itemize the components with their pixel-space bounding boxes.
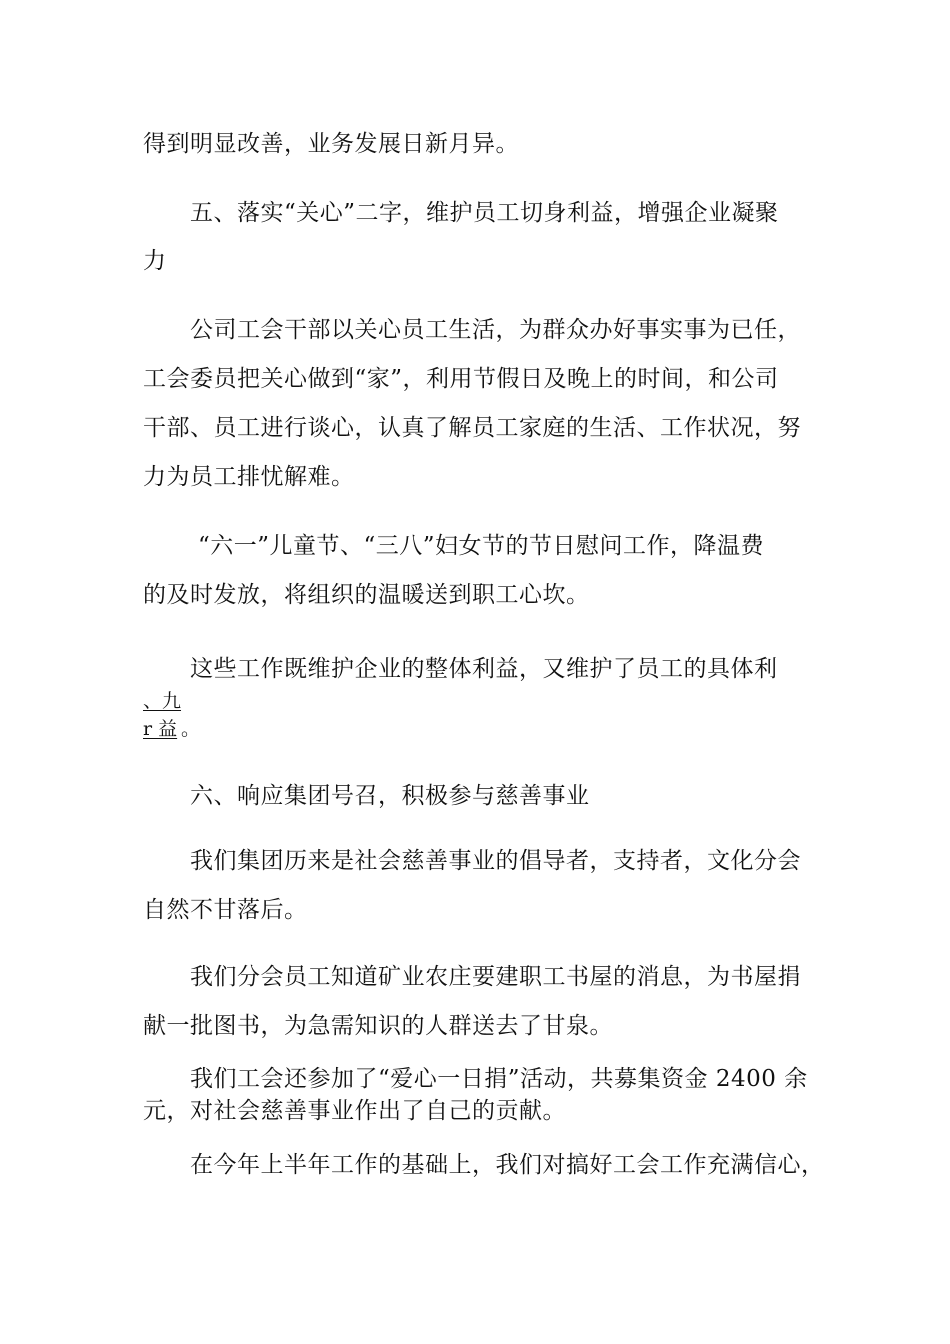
paragraph-line: 得到明显改善，业务发展日新月异。 xyxy=(143,131,519,157)
paragraph-line: 我们集团历来是社会慈善事业的倡导者，支持者，文化分会 xyxy=(190,848,801,874)
ocr-fragment-upper: 、九 xyxy=(143,690,182,712)
paragraph-line: 干部、员工进行谈心，认真了解员工家庭的生活、工作状况，努 xyxy=(143,415,801,441)
ocr-fragment-period: 。 xyxy=(181,718,201,740)
paragraph-line: 我们分会员工知道矿业农庄要建职工书屋的消息，为书屋捐 xyxy=(190,964,801,990)
paragraph-line: “六一”儿童节、“三八”妇女节的节日慰问工作，降温费 xyxy=(198,533,765,559)
paragraph-line: 力为员工排忧解难。 xyxy=(143,464,355,490)
paragraph-line: 元，对社会慈善事业作出了自己的贡献。 xyxy=(143,1098,566,1124)
paragraph-line: 公司工会干部以关心员工生活，为群众办好事实事为已任， xyxy=(190,317,801,343)
ocr-fragment-lower: r 益 xyxy=(143,718,178,740)
paragraph-line: 在今年上半年工作的基础上，我们对搞好工会工作充满信心， xyxy=(190,1152,825,1178)
section-heading-6: 六、响应集团号召，积极参与慈善事业 xyxy=(190,783,590,809)
paragraph-line: 献一批图书，为急需知识的人群送去了甘泉。 xyxy=(143,1013,613,1039)
paragraph-line: 工会委员把关心做到“家”，利用节假日及晚上的时间，和公司 xyxy=(143,366,779,392)
section-heading-5: 五、落实“关心”二字，维护员工切身利益，增强企业凝聚 xyxy=(190,200,779,226)
paragraph-line: 的及时发放，将组织的温暖送到职工心坎。 xyxy=(143,582,590,608)
paragraph-line: 自然不甘落后。 xyxy=(143,897,308,923)
paragraph-line: 我们工会还参加了“爱心一日捐”活动，共募集资金 2400 余 xyxy=(190,1066,808,1092)
section-heading-5-continued: 力 xyxy=(143,248,167,274)
paragraph-line: 这些工作既维护企业的整体利益，又维护了员工的具体利 xyxy=(190,656,778,682)
